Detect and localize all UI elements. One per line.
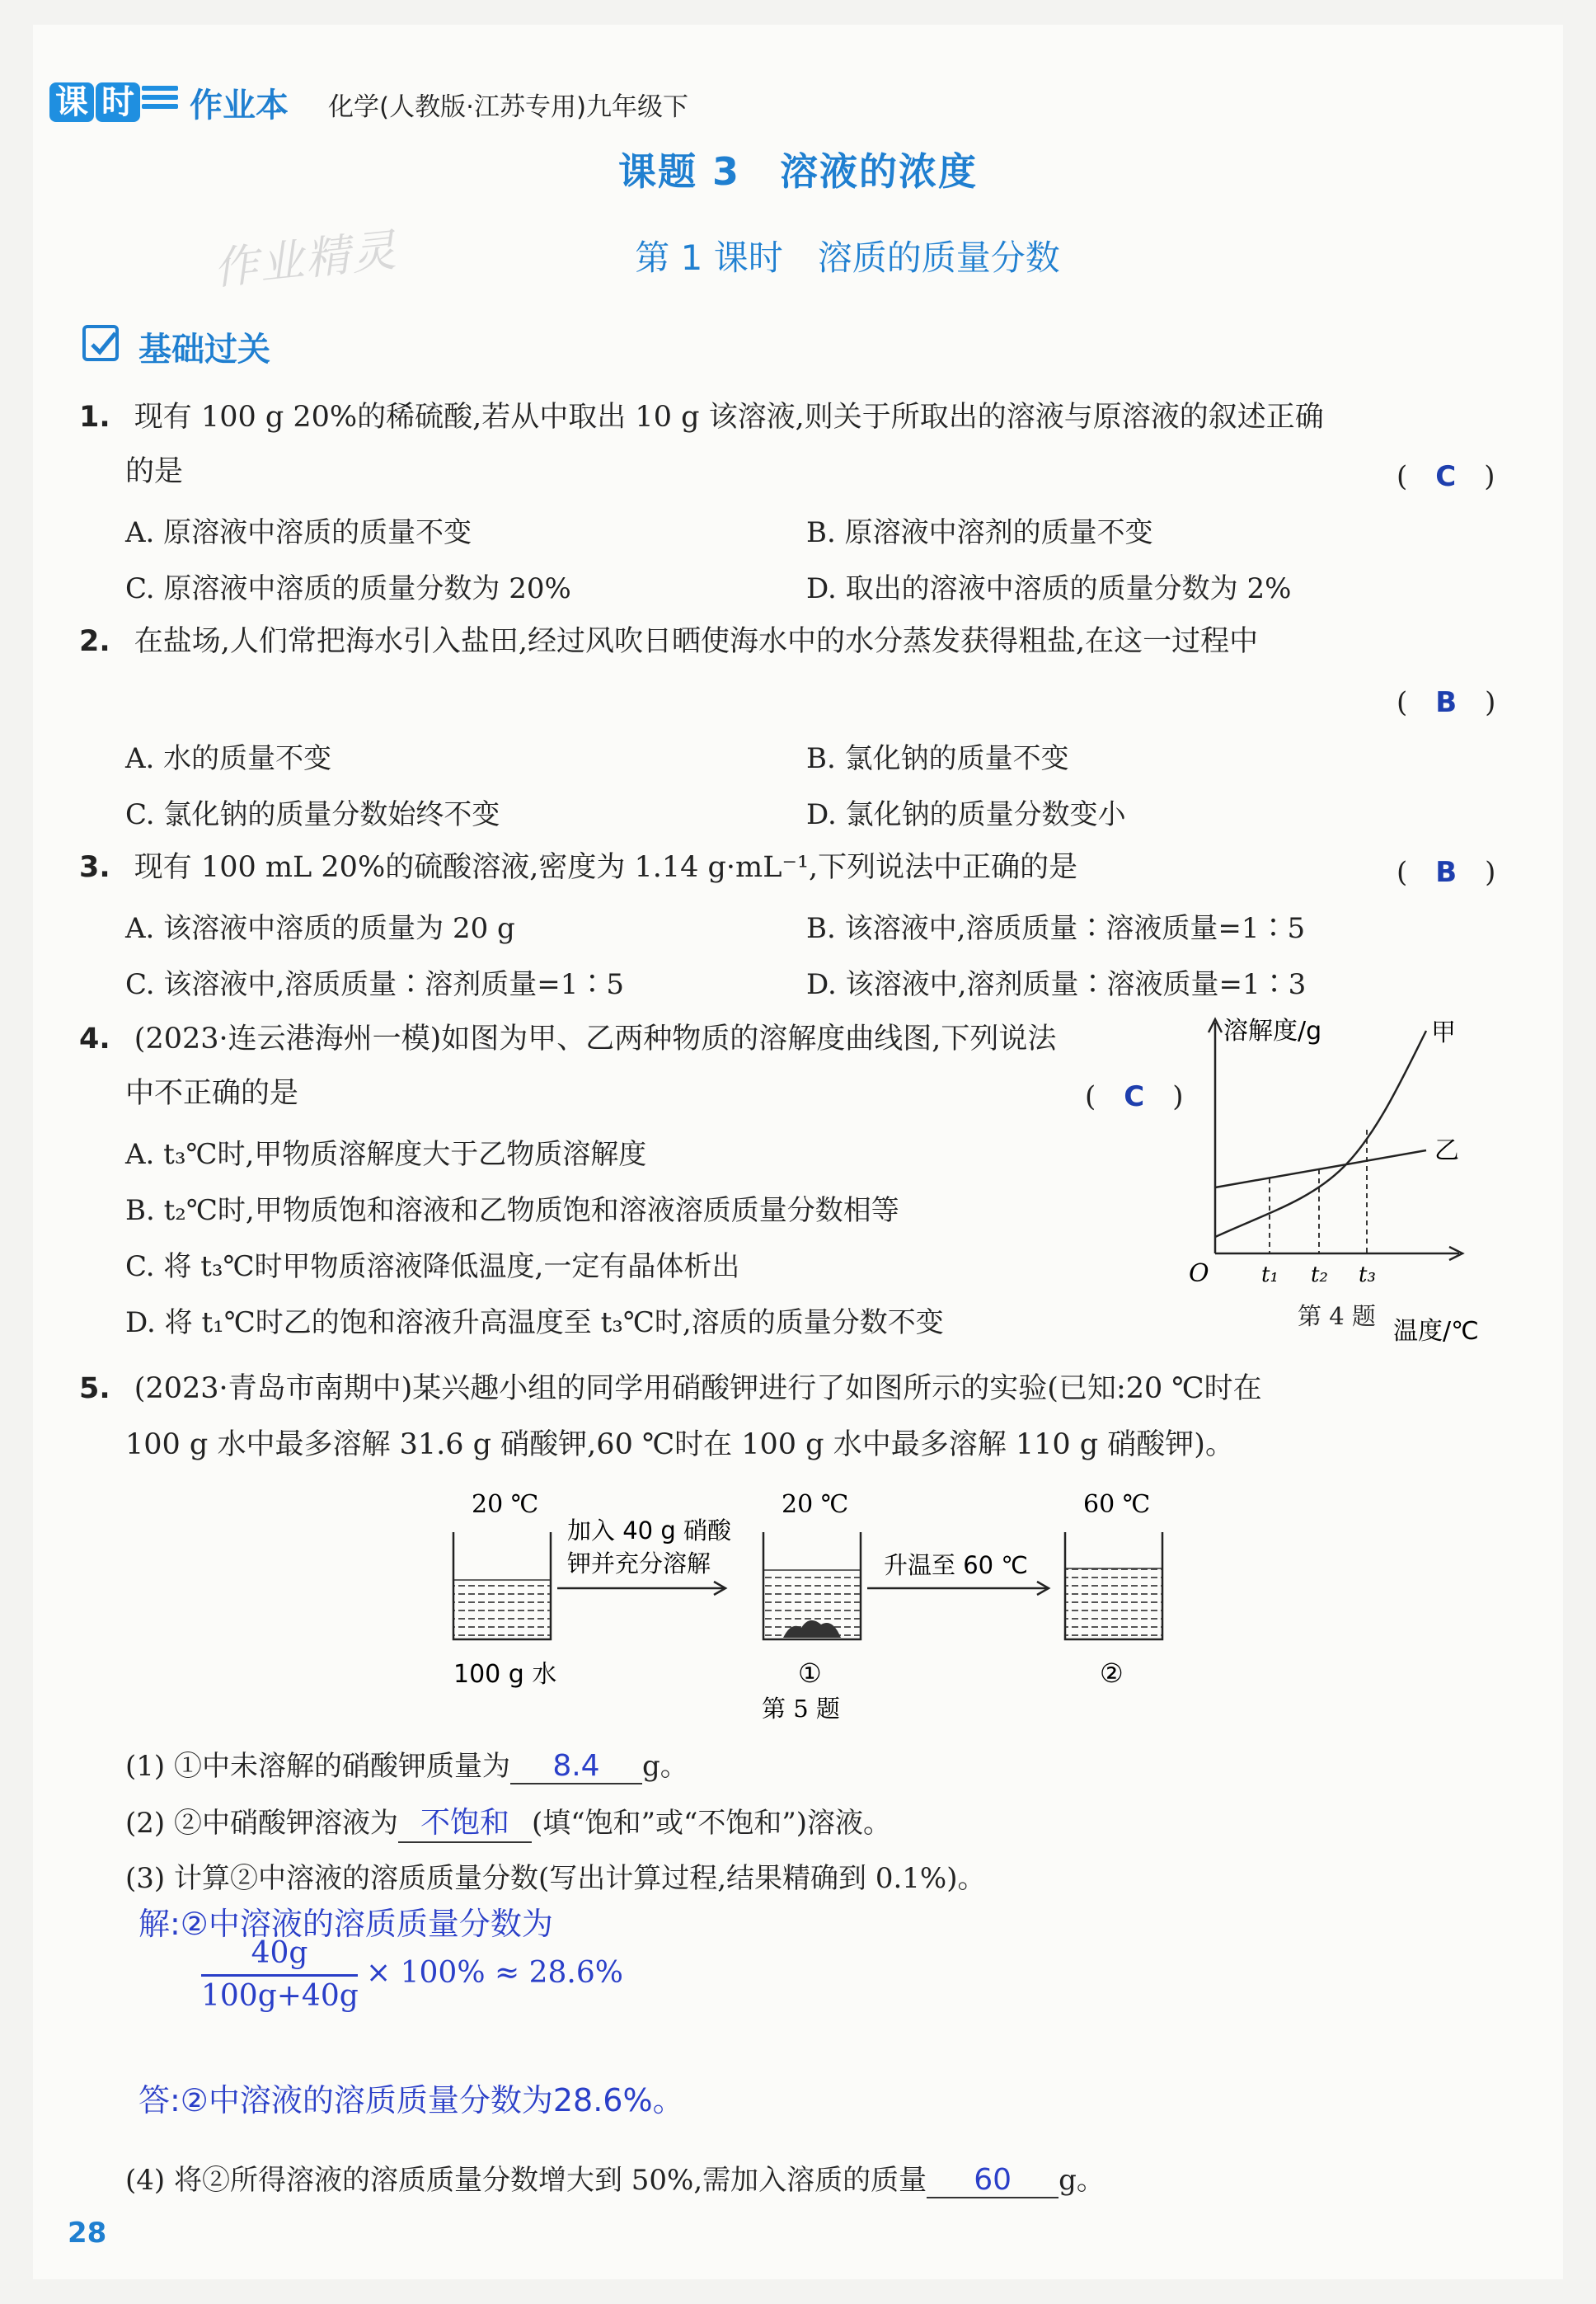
question-stem-cont: 的是 (125, 455, 184, 488)
question-number: 1. (79, 401, 110, 434)
lesson-subtitle: 第 1 课时 溶质的质量分数 (635, 237, 1060, 278)
question-1 (79, 397, 1505, 437)
fraction-numerator: 40g (251, 1936, 308, 1970)
beaker-3-label: ② (1100, 1657, 1124, 1689)
subquestion-text: (2) ②中硝酸钾溶液为 (125, 1807, 398, 1840)
section-title: 基础过关 (138, 331, 270, 369)
temp-label-3: 60 ℃ (1083, 1490, 1151, 1519)
step1-line1: 加入 40 g 硝酸 (567, 1516, 731, 1545)
question-2 (79, 622, 1505, 661)
answer-letter: C (1435, 460, 1457, 493)
handwritten-answer: 不饱和 (420, 1806, 509, 1840)
answer-box: ( C ) (1085, 1080, 1184, 1113)
logo-char-2: 时 (96, 82, 140, 122)
temp-label-1: 20 ℃ (472, 1490, 539, 1519)
question-3 (79, 848, 1398, 887)
option-d: D. 将 t₁℃时乙的饱和溶液升高温度至 t₃℃时,溶质的质量分数不变 (125, 1306, 944, 1339)
answer-blank (510, 1749, 642, 1784)
question-stem-cont: 100 g 水中最多溶解 31.6 g 硝酸钾,60 ℃时在 100 g 水中最多溶解 110 g 硝酸钾)。 (125, 1428, 1234, 1461)
option-a: A. 该溶液中溶质的质量为 20 g (125, 912, 515, 945)
option-d: D. 该溶液中,溶剂质量∶溶液质量=1∶3 (806, 968, 1307, 1001)
subquestion-text: (4) 将②所得溶液的溶质质量分数增大到 50%,需加入溶质的质量 (125, 2164, 927, 2197)
question-stem: 在盐场,人们常把海水引入盐田,经过风吹日晒使海水中的水分蒸发获得粗盐,在这一过程中 (134, 625, 1259, 658)
handwritten-answer: 8.4 (552, 1749, 600, 1783)
subquestion-text: g。 (641, 1750, 688, 1783)
option-c: C. 原溶液中溶质的质量分数为 20% (125, 572, 571, 605)
option-d: D. 取出的溶液中溶质的质量分数为 2% (806, 572, 1292, 605)
subquestion-3: (3) 计算②中溶液的溶质质量分数(写出计算过程,结果精确到 0.1%)。 (125, 1862, 986, 1895)
question-number: 3. (79, 851, 110, 884)
question-stem: 现有 100 g 20%的稀硫酸,若从中取出 10 g 该溶液,则关于所取出的溶液与原溶液的叙述正确 (134, 401, 1324, 434)
answer-blank (927, 2163, 1059, 2198)
beaker-1 (453, 1532, 551, 1639)
subquestion-2 (125, 1799, 891, 1843)
solution-answer: 答:②中溶液的溶质质量分数为28.6%。 (138, 2082, 684, 2118)
temp-label-2: 20 ℃ (782, 1490, 849, 1519)
option-a: A. 原溶液中溶质的质量不变 (125, 516, 472, 549)
step1-line2: 钾并充分溶解 (567, 1549, 711, 1578)
option-b: B. 氯化钠的质量不变 (806, 742, 1069, 775)
question-stem-cont: 中不正确的是 (125, 1077, 299, 1110)
subquestion-text: (填“饱和”或“不饱和”)溶液。 (531, 1807, 892, 1840)
question-stem: 现有 100 mL 20%的硫酸溶液,密度为 1.14 g·mL⁻¹,下列说法中正确的是 (134, 851, 1078, 884)
tick-t3: t₃ (1359, 1262, 1376, 1287)
fraction-denominator: 100g+40g (201, 1979, 359, 2013)
answer-box: ( B ) (1396, 686, 1496, 719)
answer-box: ( C ) (1396, 460, 1495, 493)
answer-letter: B (1435, 856, 1458, 889)
question-5 (79, 1369, 1514, 1408)
fraction-bar (201, 1974, 358, 1977)
figure-caption: 第 5 题 (762, 1695, 840, 1722)
x-axis-label: 温度/℃ (1393, 1317, 1479, 1344)
question-stem: (2023·连云港海州一模)如图为甲、乙两种物质的溶解度曲线图,下列说法 (134, 1023, 1057, 1056)
option-c: C. 将 t₃℃时甲物质溶液降低温度,一定有晶体析出 (125, 1250, 740, 1283)
page-number: 28 (68, 2217, 107, 2250)
answer-blank (398, 1799, 532, 1843)
solution-result: × 100% ≈ 28.6% (366, 1956, 623, 1990)
curve-b (1215, 1150, 1426, 1187)
option-b: B. t₂℃时,甲物质饱和溶液和乙物质饱和溶液溶质质量分数相等 (125, 1194, 899, 1227)
subquestion-4 (125, 2157, 1105, 2198)
question-number: 5. (79, 1372, 110, 1405)
brand-name: 作业本 (190, 87, 289, 125)
beaker-2-label: ① (798, 1657, 822, 1689)
option-d: D. 氯化钠的质量分数变小 (806, 798, 1126, 831)
figure-caption: 第 4 题 (1298, 1302, 1376, 1330)
step2-label: 升温至 60 ℃ (884, 1551, 1028, 1579)
solution-line: 解:②中溶液的溶质质量分数为 (138, 1906, 553, 1942)
solubility-chart (1187, 1014, 1500, 1344)
option-a: A. t₃℃时,甲物质溶解度大于乙物质溶解度 (125, 1138, 647, 1171)
checkbox-icon (82, 325, 119, 361)
option-a: A. 水的质量不变 (125, 742, 332, 775)
curve-b-label: 乙 (1434, 1136, 1459, 1165)
question-4 (79, 1019, 1200, 1059)
tick-t2: t₂ (1311, 1262, 1328, 1287)
subject-line: 化学(人教版·江苏专用)九年级下 (328, 92, 689, 122)
beaker-2 (763, 1532, 861, 1639)
logo-lines-icon (142, 86, 178, 119)
subquestion-text: (1) ①中未溶解的硝酸钾质量为 (125, 1750, 510, 1783)
answer-letter: C (1124, 1080, 1145, 1113)
answer-letter: B (1435, 686, 1458, 719)
watermark: 作业精灵 (210, 223, 401, 295)
subquestion-text: g。 (1059, 2164, 1105, 2197)
option-b: B. 该溶液中,溶质质量∶溶液质量=1∶5 (806, 912, 1306, 945)
option-b: B. 原溶液中溶剂的质量不变 (806, 516, 1153, 549)
logo-char-1: 课 (49, 82, 94, 122)
lesson-title: 课题 3 溶液的浓度 (617, 149, 979, 194)
beaker-3 (1065, 1532, 1162, 1639)
answer-box: ( B ) (1396, 856, 1496, 889)
y-axis-label: 溶解度/g (1223, 1017, 1322, 1046)
handwritten-answer: 60 (974, 2163, 1012, 2197)
question-number: 4. (79, 1023, 110, 1056)
tick-t1: t₁ (1261, 1262, 1279, 1287)
beaker-1-label: 100 g 水 (453, 1660, 557, 1689)
subquestion-1 (125, 1743, 688, 1784)
question-number: 2. (79, 625, 110, 658)
question-stem: (2023·青岛市南期中)某兴趣小组的同学用硝酸钾进行了如图所示的实验(已知:20 ℃时在 (134, 1372, 1262, 1405)
option-c: C. 氯化钠的质量分数始终不变 (125, 798, 500, 831)
curve-a-label: 甲 (1431, 1018, 1456, 1047)
curve-a (1215, 1031, 1426, 1237)
origin-label: O (1189, 1259, 1209, 1288)
option-c: C. 该溶液中,溶质质量∶溶剂质量=1∶5 (125, 968, 624, 1001)
experiment-figure (429, 1483, 1171, 1722)
